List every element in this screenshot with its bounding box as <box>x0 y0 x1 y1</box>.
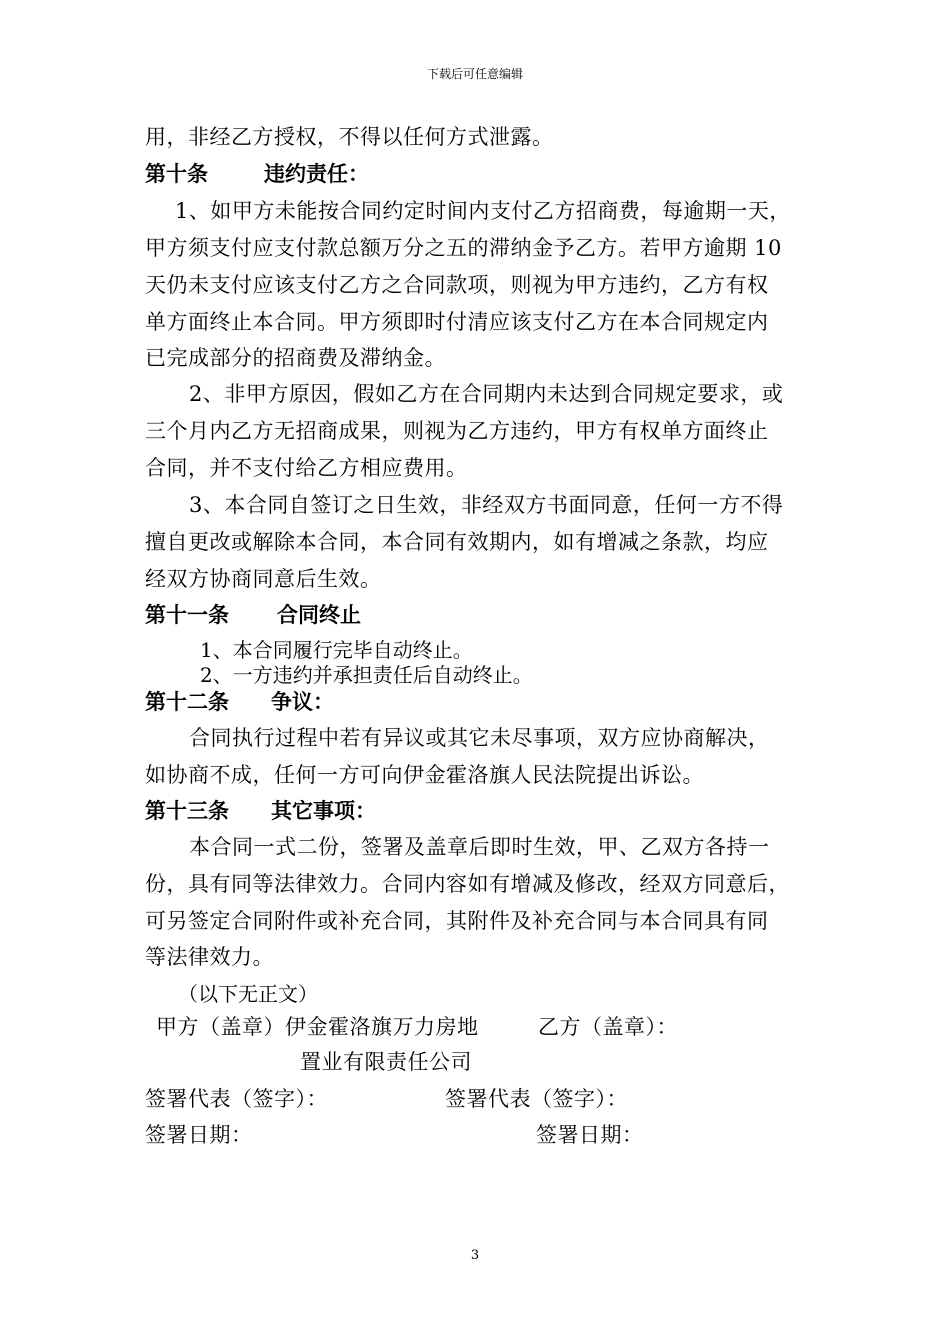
paragraph-line: 1、如甲方未能按合同约定时间内支付乙方招商费，每逾期一天， <box>175 199 791 223</box>
party-b-seal: 乙方（盖章）： <box>538 1015 678 1039</box>
paragraph-line: 合同，并不支付给乙方相应费用。 <box>145 456 468 480</box>
end-note: （以下无正文） <box>178 982 318 1006</box>
section-number: 第十二条 <box>145 690 229 714</box>
paragraph-line: 2、非甲方原因，假如乙方在合同期内未达到合同规定要求，或 <box>189 382 784 406</box>
section-11-heading <box>145 601 361 629</box>
paragraph-line: 等法律效力。 <box>145 945 274 969</box>
section-number: 第十一条 <box>145 603 229 627</box>
paragraph-line: 天仍未支付应该支付乙方之合同款项，则视为甲方违约，乙方有权 <box>145 273 769 297</box>
paragraph-line: 经双方协商同意后生效。 <box>145 567 382 591</box>
section-title: 其它事项： <box>271 799 376 823</box>
paragraph-line: 3、本合同自签订之日生效，非经双方书面同意，任何一方不得 <box>189 493 784 517</box>
party-b-date: 签署日期： <box>536 1123 644 1147</box>
list-item: 2、一方违约并承担责任后自动终止。 <box>200 663 533 687</box>
paragraph-line: 份，具有同等法律效力。合同内容如有增减及修改，经双方同意后， <box>145 872 790 896</box>
section-12-heading <box>145 688 334 716</box>
party-a-representative: 签署代表（签字）： <box>145 1087 328 1111</box>
list-item: 1、本合同履行完毕自动终止。 <box>200 638 473 662</box>
paragraph-line: 可另签定合同附件或补充合同，其附件及补充合同与本合同具有同 <box>145 909 769 933</box>
section-title: 违约责任： <box>264 162 369 186</box>
paragraph-line: 如协商不成，任何一方可向伊金霍洛旗人民法院提出诉讼。 <box>145 763 704 787</box>
section-title: 争议： <box>271 690 334 714</box>
party-a-seal: 甲方（盖章）伊金霍洛旗万力房地 <box>156 1015 479 1039</box>
section-title: 合同终止 <box>277 603 361 627</box>
paragraph-line: 本合同一式二份，签署及盖章后即时生效，甲、乙双方各持一 <box>189 835 770 859</box>
party-a-company: 置业有限责任公司 <box>300 1050 472 1074</box>
section-number: 第十三条 <box>145 799 229 823</box>
paragraph-line: 单方面终止本合同。甲方须即时付清应该支付乙方在本合同规定内 <box>145 310 769 334</box>
section-10-heading <box>145 160 369 188</box>
section-number: 第十条 <box>145 162 208 186</box>
paragraph-line: 合同执行过程中若有异议或其它未尽事项，双方应协商解决， <box>189 726 770 750</box>
paragraph-line: 用，非经乙方授权，不得以任何方式泄露。 <box>145 125 554 149</box>
party-b-representative: 签署代表（签字）： <box>445 1087 628 1111</box>
paragraph-line: 三个月内乙方无招商成果，则视为乙方违约，甲方有权单方面终止 <box>145 419 769 443</box>
party-a-date: 签署日期： <box>145 1123 253 1147</box>
paragraph-line: 甲方须支付应支付款总额万分之五的滞纳金予乙方。若甲方逾期 10 <box>145 236 782 260</box>
section-13-heading <box>145 797 376 825</box>
header-note: 下载后可任意编辑 <box>426 67 523 81</box>
page-number: 3 <box>470 1248 480 1263</box>
paragraph-line: 已完成部分的招商费及滞纳金。 <box>145 346 446 370</box>
paragraph-line: 擅自更改或解除本合同，本合同有效期内，如有增减之条款，均应 <box>145 530 769 554</box>
